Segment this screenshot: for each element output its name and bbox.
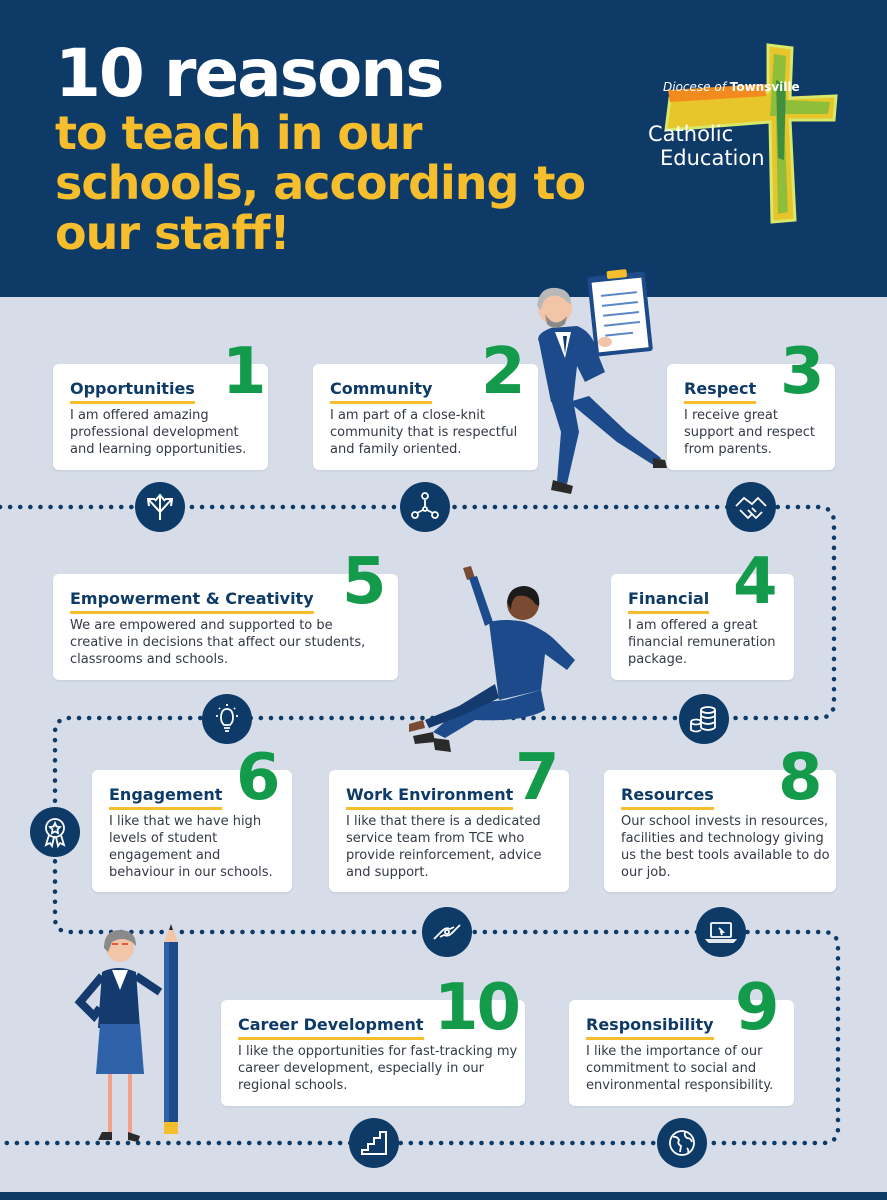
reason-text: I like the importance of our commitment to social and environmental responsibility. — [586, 1044, 774, 1093]
award-icon — [30, 807, 80, 857]
coins-icon — [679, 694, 729, 744]
reason-title: Financial — [628, 589, 709, 614]
people-network-icon — [400, 482, 450, 532]
reason-title: Engagement — [109, 785, 222, 810]
page-title: 10 reasons — [55, 35, 443, 112]
reason-title: Opportunities — [70, 379, 195, 404]
reason-title: Respect — [684, 379, 756, 404]
stairs-icon — [349, 1118, 399, 1168]
reason-number: 1 — [222, 335, 265, 409]
man-with-clipboard-illustration — [515, 262, 680, 512]
reason-text: Our school invests in resources, facilities and technology giving us the best tools available to do our job. — [621, 814, 830, 880]
reason-number: 6 — [236, 741, 279, 815]
reason-text: I receive great support and respect from parents. — [684, 408, 815, 457]
reason-number: 8 — [778, 741, 821, 815]
helping-hands-icon — [422, 907, 472, 957]
reason-number: 4 — [733, 545, 776, 619]
reason-text: I like that there is a dedicated service team from TCE who provide reinforcement, advice and support. — [346, 814, 542, 880]
page-subtitle: to teach in our schools, according to our staff! — [55, 106, 586, 260]
reason-number: 9 — [735, 971, 778, 1045]
footer-bar — [0, 1192, 887, 1200]
globe-icon — [657, 1118, 707, 1168]
reason-title: Community — [330, 379, 432, 404]
reason-number: 2 — [481, 335, 524, 409]
reason-number: 5 — [342, 545, 385, 619]
reason-title: Empowerment & Creativity — [70, 589, 314, 614]
reason-title: Work Environment — [346, 785, 513, 810]
laptop-icon — [696, 907, 746, 957]
reason-title: Resources — [621, 785, 714, 810]
handshake-icon — [726, 482, 776, 532]
reason-title: Responsibility — [586, 1015, 714, 1040]
reason-number: 3 — [780, 335, 823, 409]
reason-title: Career Development — [238, 1015, 424, 1040]
woman-with-pencil-illustration — [72, 920, 192, 1150]
reason-text: I am part of a close-knit community that is respectful and family oriented. — [330, 408, 518, 457]
logo-catholic: Catholic — [648, 122, 734, 146]
reason-text: I am offered a great financial remuneration package. — [628, 618, 776, 667]
reason-text: I like the opportunities for fast-tracking my career development, especially in our regional schools. — [238, 1044, 518, 1093]
reason-number: 10 — [434, 971, 520, 1045]
lightbulb-icon — [202, 694, 252, 744]
arrows-icon — [135, 482, 185, 532]
reason-text: We are empowered and supported to be creative in decisions that affect our students, classrooms and schools. — [70, 618, 366, 667]
logo-diocese: Diocese of Townsville — [663, 80, 800, 94]
reason-text: I like that we have high levels of student engagement and behaviour in our schools. — [109, 814, 273, 880]
reason-text: I am offered amazing professional development and learning opportunities. — [70, 408, 247, 457]
reason-number: 7 — [515, 741, 558, 815]
logo-education: Education — [660, 146, 765, 170]
woman-waving-illustration — [405, 560, 585, 765]
